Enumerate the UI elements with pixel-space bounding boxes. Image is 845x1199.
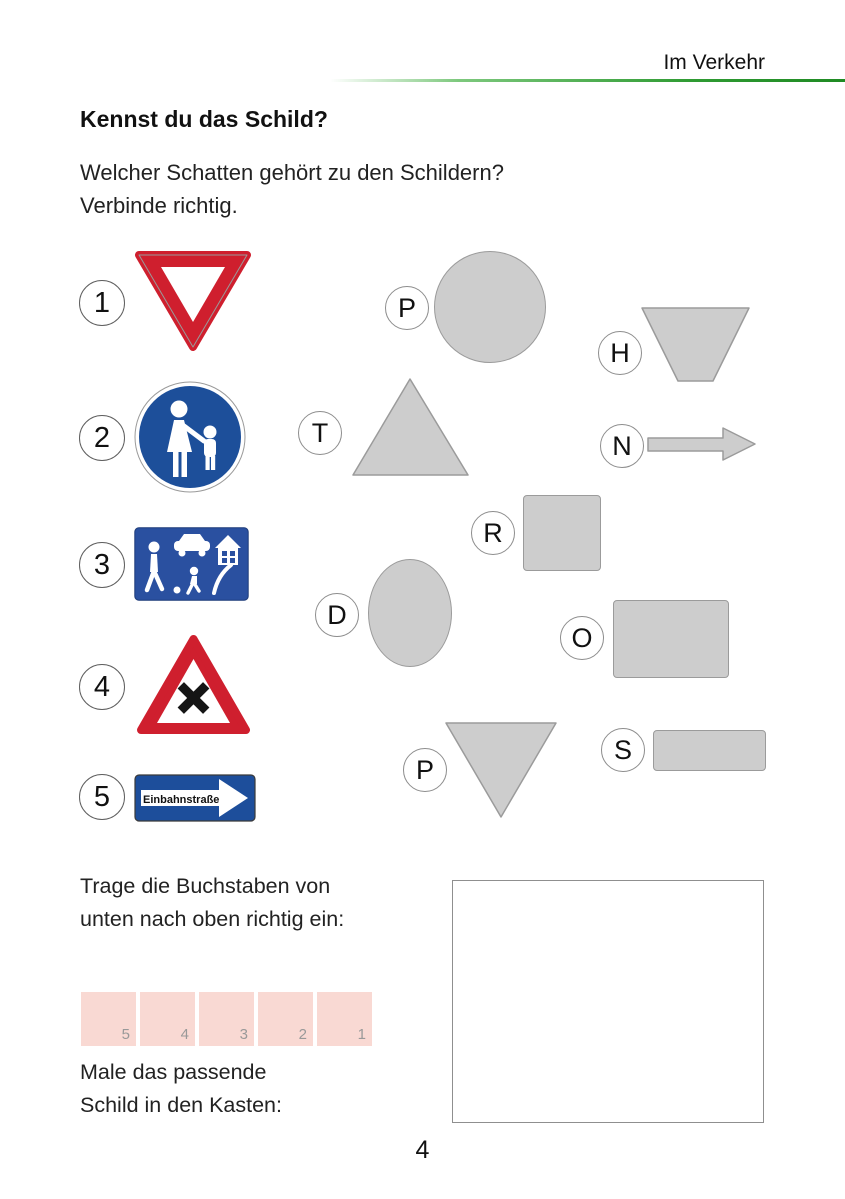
sign-number-2: 2 (93, 421, 111, 454)
shadow-letter: N (612, 430, 632, 461)
one-way-sign-label: Einbahnstraße (143, 794, 220, 806)
answer-box-row (81, 992, 372, 1046)
answer-box-5 (81, 992, 136, 1046)
sign-number-5: 5 (93, 780, 111, 813)
page-number: 4 (415, 1136, 430, 1164)
task-instructions (80, 156, 504, 222)
answer-box-2 (258, 992, 313, 1046)
sign-number-badge-1 (79, 280, 125, 326)
shadow-letter: D (327, 599, 347, 630)
drawing-box (452, 880, 764, 1123)
sign-number-3: 3 (93, 548, 111, 581)
answer-box-number: 1 (357, 1026, 366, 1043)
fill-instruction-line2: unten nach oben richtig ein: (80, 907, 345, 931)
yield-sign-icon (133, 249, 253, 353)
answer-box-1 (317, 992, 372, 1046)
pedestrian-path-sign-icon (134, 381, 246, 493)
sign-number-4: 4 (93, 670, 111, 703)
shadow-letter: O (571, 622, 593, 653)
shadow-ellipse (368, 559, 452, 667)
sign-number-badge-3 (79, 542, 125, 588)
sign-number-badge-2 (79, 415, 125, 461)
shadow-letter-badge-p-circle (385, 286, 429, 330)
answer-box-number: 4 (180, 1026, 189, 1043)
header-divider (330, 79, 845, 82)
shadow-letter-badge-n (600, 424, 644, 468)
shadow-letter-badge-r (471, 511, 515, 555)
shadow-letter: H (610, 337, 630, 368)
answer-box-number: 3 (239, 1026, 248, 1043)
shadow-trapezoid-down (637, 304, 754, 385)
shadow-triangle-down (441, 718, 561, 822)
draw-instruction-line1: Male das passende (80, 1060, 267, 1084)
shadow-letter: T (311, 417, 329, 448)
task-instructions-line2: Verbinde richtig. (80, 193, 238, 218)
answer-box-3 (199, 992, 254, 1046)
shadow-triangle-up (348, 374, 473, 480)
fill-instruction-line1: Trage die Buchstaben von (80, 874, 331, 898)
shadow-letter-badge-d (315, 593, 359, 637)
task-instructions-line1: Welcher Schatten gehört zu den Schildern? (80, 160, 504, 185)
sign-number-badge-5 (79, 774, 125, 820)
chapter-header: Im Verkehr (663, 51, 765, 74)
shadow-rectangle (613, 600, 729, 678)
shadow-square (523, 495, 601, 571)
shadow-arrow-right (646, 424, 758, 464)
shadow-letter: S (613, 734, 632, 765)
answer-box-number: 5 (121, 1026, 130, 1043)
shadow-letter-badge-t (298, 411, 342, 455)
draw-instruction-line2: Schild in den Kasten: (80, 1093, 282, 1117)
page-title: Kennst du das Schild? (80, 106, 328, 132)
play-street-sign-icon (134, 527, 249, 601)
shadow-letter-badge-o (560, 616, 604, 660)
shadow-circle (434, 251, 546, 363)
sign-number-badge-4 (79, 664, 125, 710)
shadow-letter-badge-s (601, 728, 645, 772)
shadow-letter-badge-h (598, 331, 642, 375)
sign-number-1: 1 (93, 286, 111, 319)
one-way-street-sign-icon (134, 774, 256, 822)
shadow-letter: P (397, 292, 416, 323)
shadow-flat-rectangle (653, 730, 766, 771)
shadow-letter: R (483, 517, 503, 548)
answer-box-4 (140, 992, 195, 1046)
shadow-letter: P (415, 754, 434, 785)
answer-box-number: 2 (298, 1026, 307, 1043)
crossroads-warning-sign-icon (137, 633, 250, 735)
